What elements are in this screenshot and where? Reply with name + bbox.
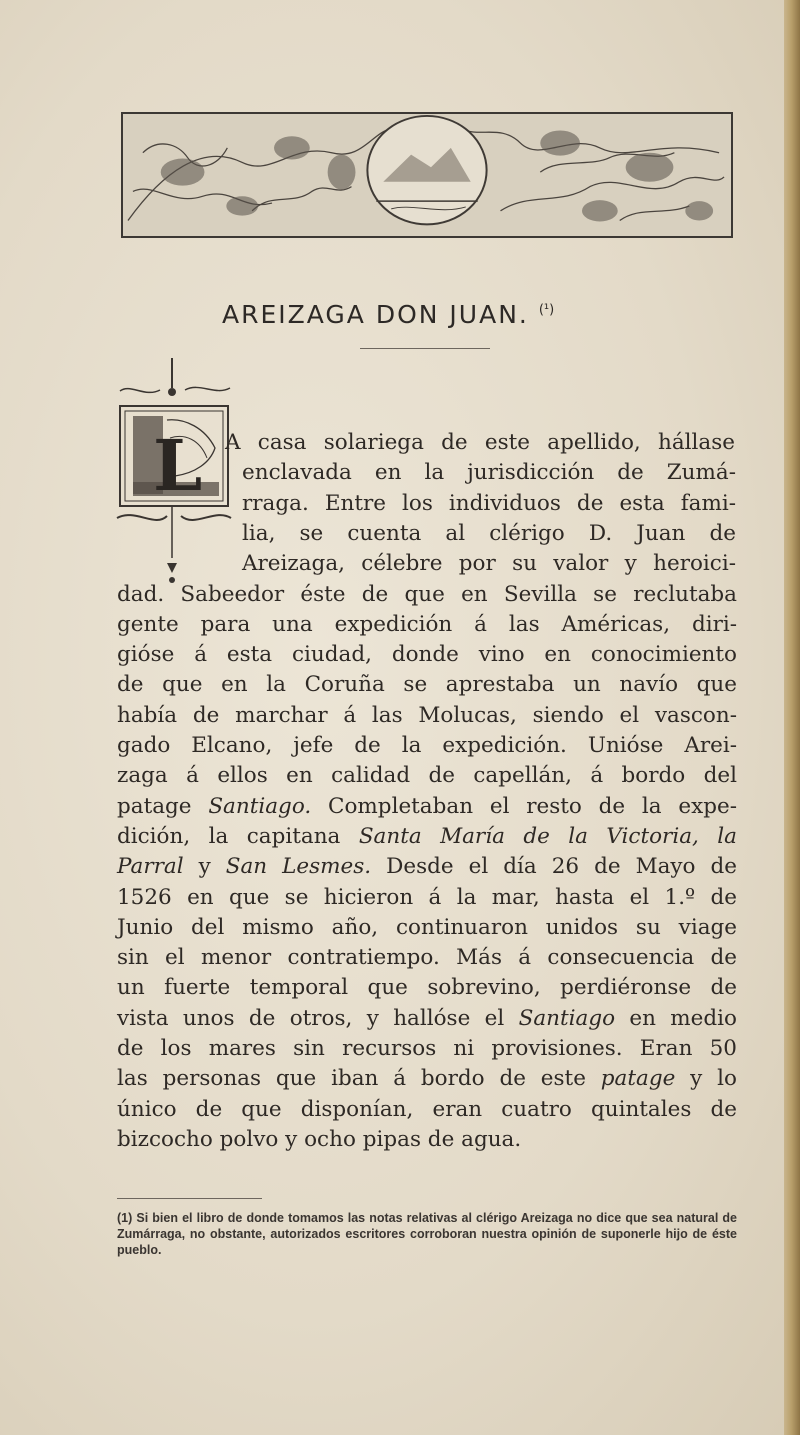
text-segment: y lo bbox=[675, 1066, 737, 1092]
text-line bbox=[117, 852, 737, 882]
text-line bbox=[117, 1004, 737, 1034]
text-segment: lia, se cuenta al clérigo D. Juan de bbox=[242, 520, 736, 546]
text-line bbox=[117, 1034, 737, 1064]
text-line bbox=[242, 549, 736, 579]
initial-letter-glyph: L bbox=[153, 424, 203, 507]
text-segment: en medio bbox=[615, 1005, 737, 1031]
text-segment: Areizaga, célebre por su valor y heroici- bbox=[242, 551, 736, 577]
text-segment: A casa solariega de este apellido, hállase bbox=[225, 430, 735, 455]
text-line bbox=[117, 913, 737, 943]
text-segment: enclavada en la jurisdicción de Zumá- bbox=[242, 460, 736, 486]
text-segment: patage bbox=[117, 793, 209, 819]
text-segment: único de que disponían, eran cuatro quintales de bbox=[117, 1096, 737, 1122]
title-divider bbox=[360, 348, 490, 349]
text-segment: de que en la Coruña se aprestaba un navío que bbox=[117, 672, 737, 698]
text-segment: un fuerte temporal que sobrevino, perdiéronse de bbox=[117, 975, 737, 1001]
text-segment: zaga á ellos en calidad de capellán, á bordo del bbox=[117, 763, 737, 789]
text-line bbox=[117, 822, 737, 852]
text-segment: de los mares sin recursos ni provisiones. Eran 50 bbox=[117, 1036, 737, 1061]
text-segment: y bbox=[183, 854, 226, 880]
text-line bbox=[117, 1095, 737, 1125]
text-line bbox=[117, 580, 737, 610]
decorated-initial-letter bbox=[115, 358, 233, 588]
text-segment: Junio del mismo año, continuaron unidos su viage bbox=[117, 914, 737, 940]
footnote-divider bbox=[117, 1198, 262, 1199]
italic-text: Santa María de la Victoria, la bbox=[358, 823, 737, 849]
text-line bbox=[117, 943, 737, 973]
header-ornament-banner bbox=[121, 112, 733, 238]
footnote-text: (1) Si bien el libro de donde tomamos las notas relativas al clérigo Areizaga no dice que sea natural de Zumárraga, no obstante, autorizados escritores corroboran nuestra opinión de suponerle hijo de éste pueblo. bbox=[117, 1211, 737, 1257]
text-segment: dad. Sabeedor éste de que en Sevilla se reclutaba bbox=[117, 581, 737, 607]
text-segment: había de marchar á las Molucas, siendo el vascon- bbox=[117, 702, 737, 728]
text-line bbox=[117, 792, 737, 822]
italic-text: San Lesmes. bbox=[225, 854, 372, 880]
italic-text: patage bbox=[600, 1066, 676, 1092]
text-segment: rraga. Entre los individuos de esta fami- bbox=[242, 490, 736, 516]
text-segment: sin el menor contratiempo. Más á consecuencia de bbox=[117, 945, 737, 971]
italic-text: Santiago bbox=[518, 1005, 616, 1031]
text-line bbox=[117, 761, 737, 791]
text-line bbox=[117, 1064, 737, 1094]
text-line bbox=[117, 701, 737, 731]
text-segment: Desde el día 26 de Mayo de bbox=[371, 854, 737, 880]
text-line bbox=[225, 428, 735, 458]
text-segment: dición, la capitana bbox=[117, 823, 359, 849]
text-segment: gado Elcano, jefe de la expedición. Unióse Arei- bbox=[117, 733, 737, 758]
italic-text: Parral bbox=[117, 854, 184, 880]
text-segment: gióse á esta ciudad, donde vino en conocimiento bbox=[117, 642, 737, 668]
text-segment: 1526 en que se hicieron á la mar, hasta el 1.º de bbox=[117, 884, 737, 910]
text-line bbox=[117, 670, 737, 700]
text-line bbox=[117, 731, 737, 761]
text-segment: Completaban el resto de la expe- bbox=[311, 793, 737, 819]
text-line bbox=[242, 489, 736, 519]
text-segment: gente para una expedición á las Américas, diri- bbox=[117, 611, 737, 637]
page-edge bbox=[784, 0, 800, 1435]
text-line bbox=[117, 1125, 737, 1155]
text-segment: las personas que iban á bordo de este bbox=[117, 1066, 601, 1092]
footnote-marker: (¹) bbox=[538, 302, 555, 318]
text-line bbox=[242, 519, 736, 549]
italic-text: Santiago. bbox=[208, 793, 312, 819]
chapter-title: AREIZAGA DON JUAN. $^{(^1)}$ bbox=[222, 300, 555, 329]
text-line bbox=[117, 640, 737, 670]
text-line bbox=[117, 883, 737, 913]
text-segment: vista unos de otros, y hallóse el bbox=[117, 1005, 519, 1031]
text-line bbox=[117, 973, 737, 1003]
text-line bbox=[242, 458, 736, 488]
text-segment: bizcocho polvo y ocho pipas de agua. bbox=[117, 1126, 522, 1152]
text-line bbox=[117, 610, 737, 640]
